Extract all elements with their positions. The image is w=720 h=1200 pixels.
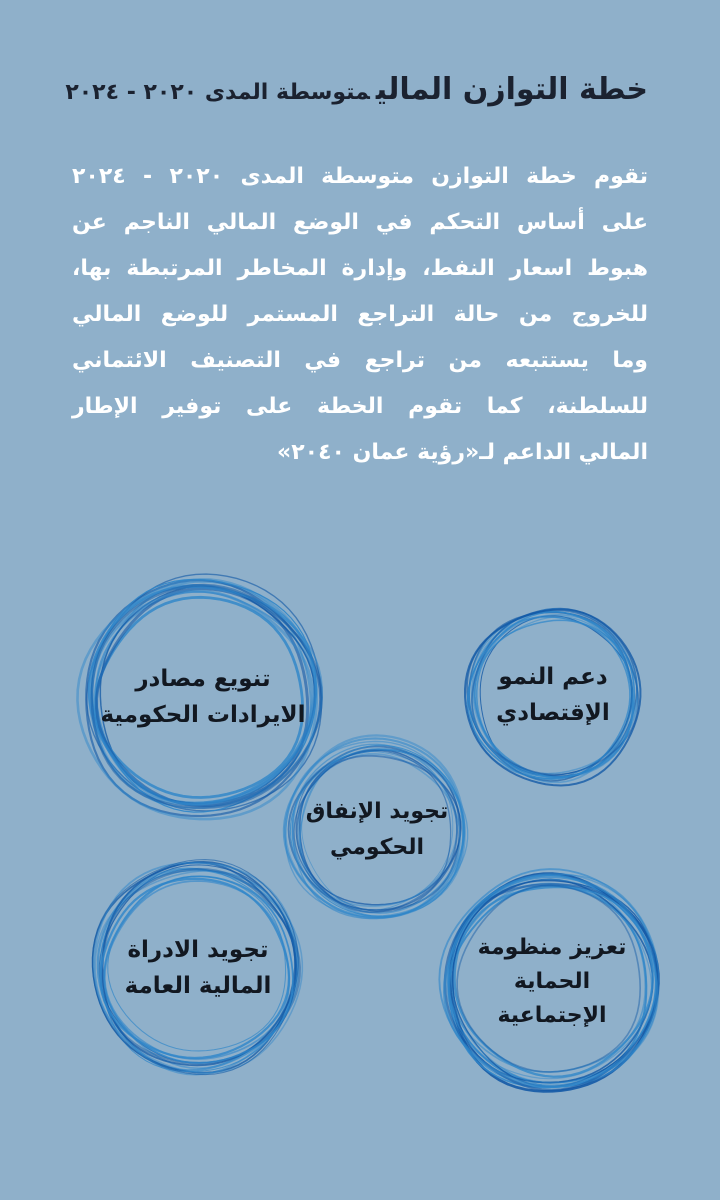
pillar-label-line: تنويع مصادر xyxy=(135,666,271,692)
paragraph-line: على أساس التحكم في الوضع المالي الناجم عن xyxy=(72,210,648,235)
paragraph-line: وما يستتبعه من تراجع في التصنيف الائتماني xyxy=(72,348,648,373)
paragraph-line: للخروج من حالة التراجع المستمر للوضع المالي xyxy=(72,302,648,327)
pillar-label-line: تجويد الادراة xyxy=(127,937,269,963)
title-main: خطة التوازن المالي xyxy=(375,72,648,107)
pillar-label-line: الايرادات الحكومية xyxy=(100,702,306,728)
pillar-label-line: الحكومي xyxy=(329,835,425,860)
pillar-label-line: تجويد الإنفاق xyxy=(305,799,449,824)
pillar-social-protection xyxy=(438,868,666,1096)
pillar-label xyxy=(438,868,666,1096)
pillar-label xyxy=(458,600,648,790)
pillar-label-line: الإقتصادي xyxy=(496,700,610,726)
pillar-label-line: تعزيز منظومة xyxy=(477,935,627,960)
pillar-label xyxy=(88,858,308,1078)
pillar-label-line: دعم النمو xyxy=(498,664,608,690)
paragraph-line: تقوم خطة التوازن متوسطة المدى ٢٠٢٠ - ٢٠٢٤ xyxy=(72,164,649,189)
pillar-label-line: المالية العامة xyxy=(124,973,272,999)
pillar-label-line: الحماية xyxy=(513,969,591,994)
paragraph-line: المالي الداعم لـ«رؤية عمان ٢٠٤٠» xyxy=(277,440,648,465)
title-subtitle: متوسطة المدى ٢٠٢٠ - ٢٠٢٤ xyxy=(65,80,370,105)
pillar-label-line: الإجتماعية xyxy=(497,1003,607,1028)
paragraph-line: هبوط اسعار النفط، وإدارة المخاطر المرتبطة بها، xyxy=(72,256,648,281)
pillar-economic-growth xyxy=(458,600,648,790)
paragraph-line: للسلطنة، كما تقوم الخطة على توفير الإطار xyxy=(72,394,648,419)
pillar-public-finance-management xyxy=(88,858,308,1078)
